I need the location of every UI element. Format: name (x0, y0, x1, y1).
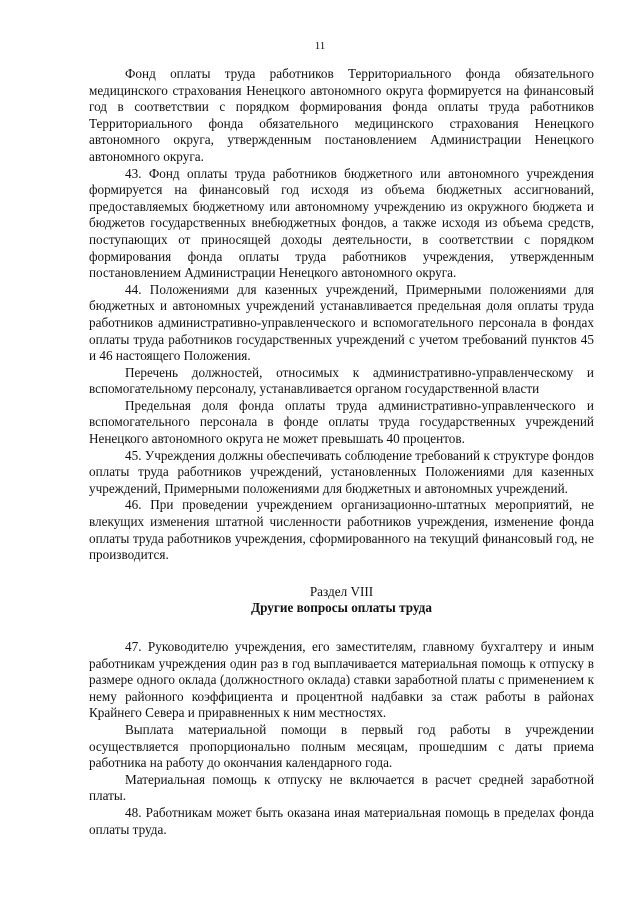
paragraph: 44. Положениями для казенных учреждений, Примерными положениями для бюджетных и автономных учреждений устанавливается предельная доля оплаты труда работников административно-управленческого и вспомогательного персонала в фондах оплаты труда работников государственных учреждений с учетом требований пунктов 45 и 46 настоящего Положения. (89, 281, 594, 364)
section-label: Раздел VIII (309, 583, 374, 599)
paragraph: Предельная доля фонда оплаты труда административно-управленческого и вспомогательного персонала в фонде оплаты труда государственных учреждений Ненецкого автономного округа не может превышать 40 процентов. (89, 397, 594, 447)
section-heading (89, 584, 594, 617)
paragraph: Выплата материальной помощи в первый год работы в учреждении осуществляется пропорционально полным месяцам, прошедшим с даты приема работника на работу до окончания календарного года. (89, 721, 594, 771)
document-body (89, 66, 594, 838)
page-number: 11 (314, 40, 326, 52)
paragraph: 43. Фонд оплаты труда работников бюджетного или автономного учреждения формируется на финансовый год исходя из объема бюджетных ассигнований, предоставляемых бюджетному или автономному учреждению из окружного бюджета и бюджетов государственных внебюджетных фондов, а также исходя из объема средств, поступающих от приносящей доходы деятельности, в соответствии с порядком формирования фонда оплаты труда работников учреждения, утвержденным постановлением Администрации Ненецкого автономного округа. (89, 165, 594, 281)
section-title: Другие вопросы оплаты труда (251, 600, 432, 616)
paragraph: 48. Работникам может быть оказана иная материальная помощь в пределах фонда оплаты труда. (89, 804, 594, 837)
paragraph: 47. Руководителю учреждения, его заместителям, главному бухгалтеру и иным работникам учреждения один раз в год выплачивается материальная помощь к отпуску в размере одного оклада (должностного оклада) ставки заработной платы с применением к нему районного коэффициента и процентной надбавки за стаж работы в районах Крайнего Севера и приравненных к ним местностях. (89, 639, 594, 721)
paragraph: 45. Учреждения должны обеспечивать соблюдение требований к структуре фондов оплаты труда работников учреждений, установленных Положениями для казенных учреждений, Примерными положениями для бюджетных и автономных учреждений. (89, 447, 594, 496)
paragraph: Материальная помощь к отпуску не включается в расчет средней заработной платы. (89, 771, 594, 804)
paragraph: Фонд оплаты труда работников Территориального фонда обязательного медицинского страхования Ненецкого автономного округа формируется на финансовый год в соответствии с порядком формирования фонда оплаты труда работников Территориального фонда обязательного медицинского страхования Ненецкого автономного округа, утвержденным постановлением Администрации Ненецкого автономного округа. (89, 66, 594, 164)
paragraph: Перечень должностей, относимых к административно-управленческому и вспомогательному персоналу, устанавливается органом государственной власти (89, 364, 594, 397)
paragraph: 46. При проведении учреждением организационно-штатных мероприятий, не влекущих изменения штатной численности работников учреждения, изменение фонда оплаты труда работников учреждения, сформированного на текущий финансовый год, не производится. (89, 497, 594, 563)
